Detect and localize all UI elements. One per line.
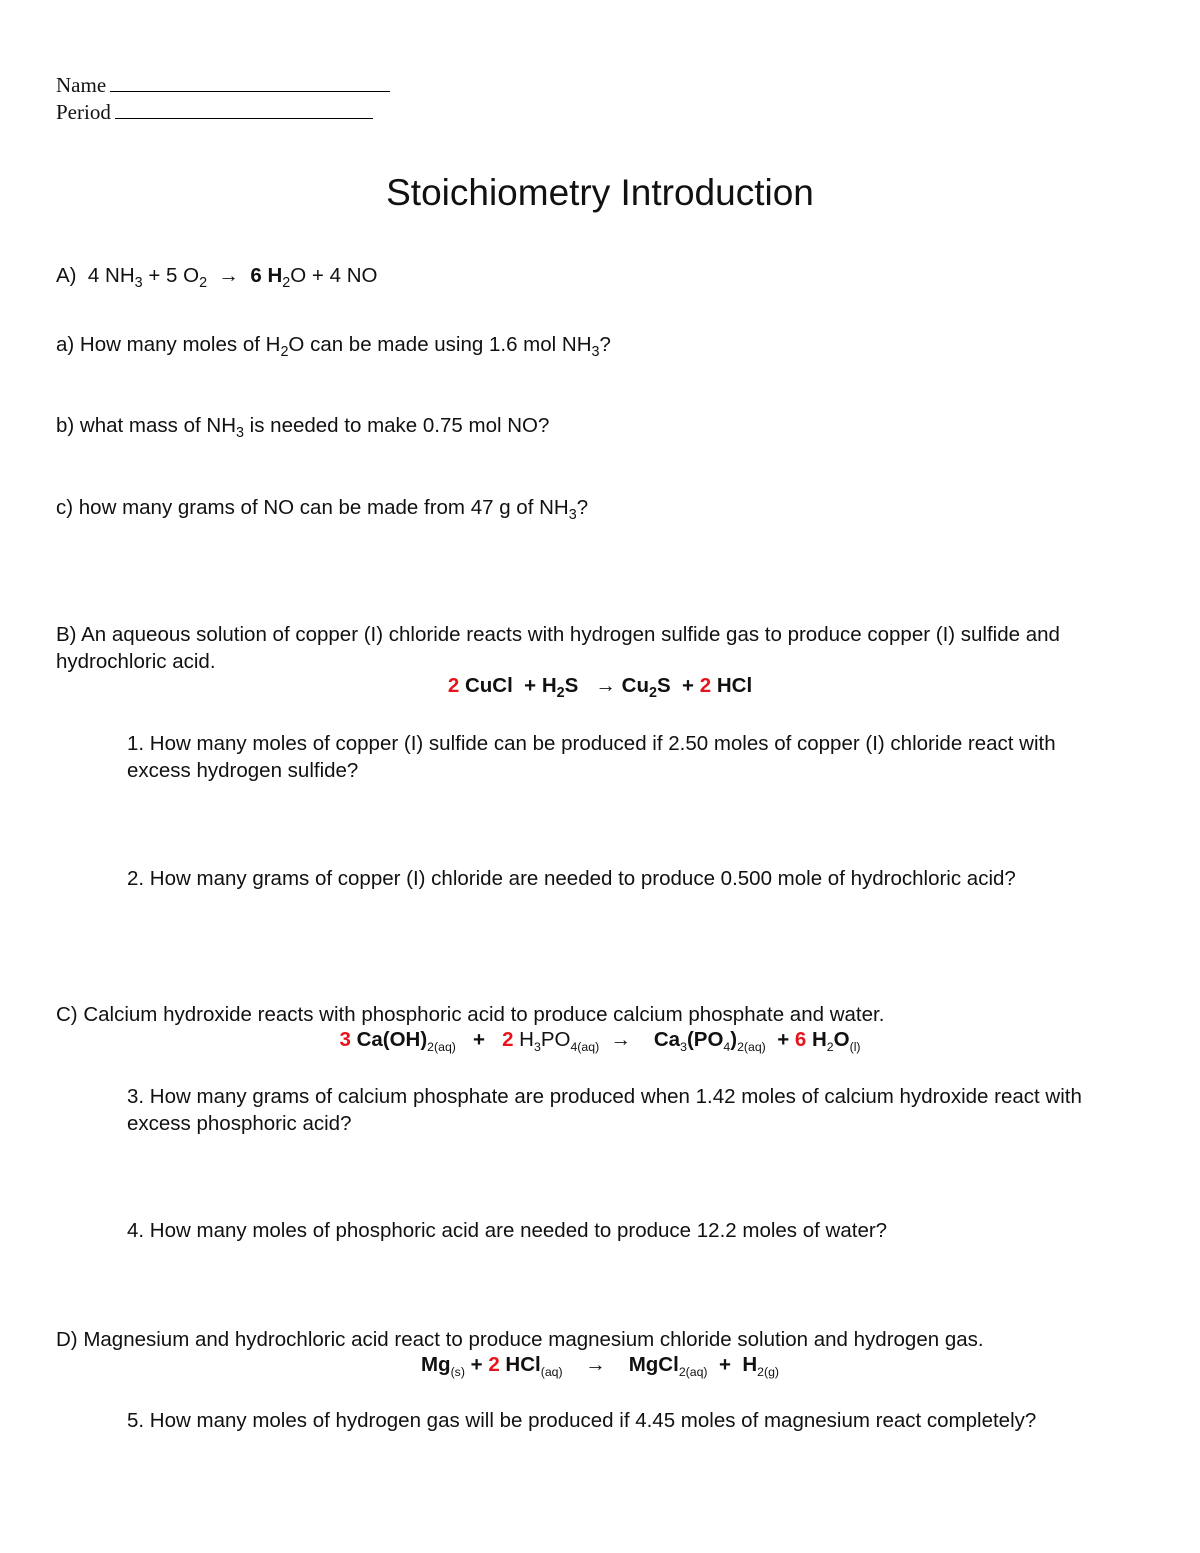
subscript: 2(aq)	[427, 1040, 456, 1055]
plus: +	[311, 264, 324, 287]
subscript: 3	[568, 507, 577, 524]
subscript: 2	[648, 685, 657, 702]
coef: 3	[339, 1028, 351, 1051]
q-text: a) How many moles of H	[56, 333, 281, 356]
subscript: (l)	[849, 1040, 861, 1055]
name-line[interactable]	[110, 73, 390, 92]
subscript: 2	[556, 685, 565, 702]
q-text: b) what mass of NH	[56, 414, 236, 437]
coef: 4	[87, 264, 100, 287]
subscript: 2(aq)	[737, 1040, 766, 1055]
question-c	[56, 494, 589, 524]
question-2: 2. How many grams of copper (I) chloride are needed to produce 0.500 mole of hydrochloric acid?	[127, 867, 1016, 890]
coef: 4	[329, 264, 342, 287]
plus: +	[718, 1353, 731, 1376]
plus: +	[777, 1028, 790, 1051]
coef: 2	[699, 674, 712, 697]
q-text: ?	[599, 333, 611, 356]
subscript: 3	[236, 425, 244, 442]
species: H	[267, 264, 283, 287]
species: PO	[540, 1028, 571, 1051]
subscript: (aq)	[540, 1365, 563, 1380]
species: (PO	[686, 1028, 724, 1051]
plus: +	[472, 1028, 485, 1051]
page-title: Stoichiometry Introduction	[386, 172, 814, 213]
species: Ca(OH)	[356, 1028, 428, 1051]
species: S	[564, 674, 579, 697]
coef: 6	[250, 264, 262, 287]
coef: 2	[502, 1028, 514, 1051]
question-4: 4. How many moles of phosphoric acid are needed to produce 12.2 moles of water?	[127, 1219, 888, 1242]
q-text: c) how many grams of NO can be made from 47 g of NH	[56, 496, 569, 519]
section-c-equation	[0, 1028, 1200, 1055]
period-line[interactable]	[115, 100, 373, 119]
subscript: 2(aq)	[678, 1365, 708, 1380]
species: CuCl	[464, 674, 513, 697]
subscript: 2	[199, 275, 208, 292]
period-field	[56, 100, 373, 125]
subscript: 3	[591, 344, 600, 361]
question-1: 1. How many moles of copper (I) sulfide can be produced if 2.50 moles of copper (I) chloride react with excess hydrogen sulfide?	[127, 732, 1056, 782]
species: O	[833, 1028, 850, 1051]
subscript: 2	[826, 1040, 834, 1055]
section-b-equation	[0, 674, 1200, 702]
question-5: 5. How many moles of hydrogen gas will be produced if 4.45 moles of magnesium react completely?	[127, 1409, 1037, 1432]
section-c-intro: C) Calcium hydroxide reacts with phosphoric acid to produce calcium phosphate and water.	[56, 1003, 885, 1026]
arrow-icon: →	[218, 264, 239, 287]
plus: +	[148, 264, 161, 287]
name-field	[56, 73, 390, 98]
arrow-icon: →	[595, 674, 616, 697]
subscript: 2	[280, 344, 289, 361]
coef: 2	[447, 674, 460, 697]
species: HCl	[716, 674, 753, 697]
period-label: Period	[56, 100, 111, 124]
species: NH	[105, 264, 135, 287]
subscript: 3	[533, 1040, 541, 1055]
species: Mg	[420, 1353, 451, 1376]
subscript: 2(g)	[757, 1365, 780, 1380]
subscript: 3	[134, 275, 143, 292]
species: HCl	[505, 1353, 541, 1376]
species: NO	[346, 264, 378, 287]
coef: 6	[794, 1028, 807, 1051]
section-d-equation	[0, 1353, 1200, 1380]
species: MgCl	[628, 1353, 679, 1376]
species: Ca	[653, 1028, 681, 1051]
section-d-intro: D) Magnesium and hydrochloric acid react to produce magnesium chloride solution and hydrogen gas.	[56, 1328, 984, 1351]
subscript: 4	[723, 1040, 731, 1055]
coef: 2	[488, 1353, 500, 1376]
plus: +	[524, 674, 537, 697]
plus: +	[682, 674, 695, 697]
plus: +	[470, 1353, 483, 1376]
q-text: ?	[576, 496, 589, 519]
subscript: 4(aq)	[570, 1040, 600, 1055]
species: O	[290, 264, 307, 287]
species: Cu	[621, 674, 649, 697]
subscript: (s)	[450, 1365, 465, 1380]
species: )	[730, 1028, 738, 1051]
question-b	[56, 412, 550, 442]
species: S	[656, 674, 671, 697]
coef: 5	[166, 264, 178, 287]
section-a-equation	[56, 262, 378, 292]
species: H	[519, 1028, 534, 1051]
section-b-intro: B) An aqueous solution of copper (I) chloride reacts with hydrogen sulfide gas to produce copper (I) sulfide and hydrochloric acid.	[56, 623, 1060, 673]
name-label: Name	[56, 73, 107, 97]
species: H	[541, 674, 557, 697]
subscript: 3	[680, 1040, 687, 1055]
q-text: is needed to make 0.75 mol NO?	[243, 414, 550, 437]
arrow-icon: →	[610, 1028, 632, 1051]
arrow-icon: →	[585, 1353, 606, 1376]
species: H	[742, 1353, 758, 1376]
q-text: O can be made using 1.6 mol NH	[288, 333, 592, 356]
subscript: 2	[282, 275, 291, 292]
species: O	[183, 264, 200, 287]
section-a-label: A)	[56, 264, 77, 287]
question-3: 3. How many grams of calcium phosphate are produced when 1.42 moles of calcium hydroxide react with excess phosphoric acid?	[127, 1085, 1082, 1135]
question-a	[56, 331, 611, 361]
species: H	[811, 1028, 827, 1051]
